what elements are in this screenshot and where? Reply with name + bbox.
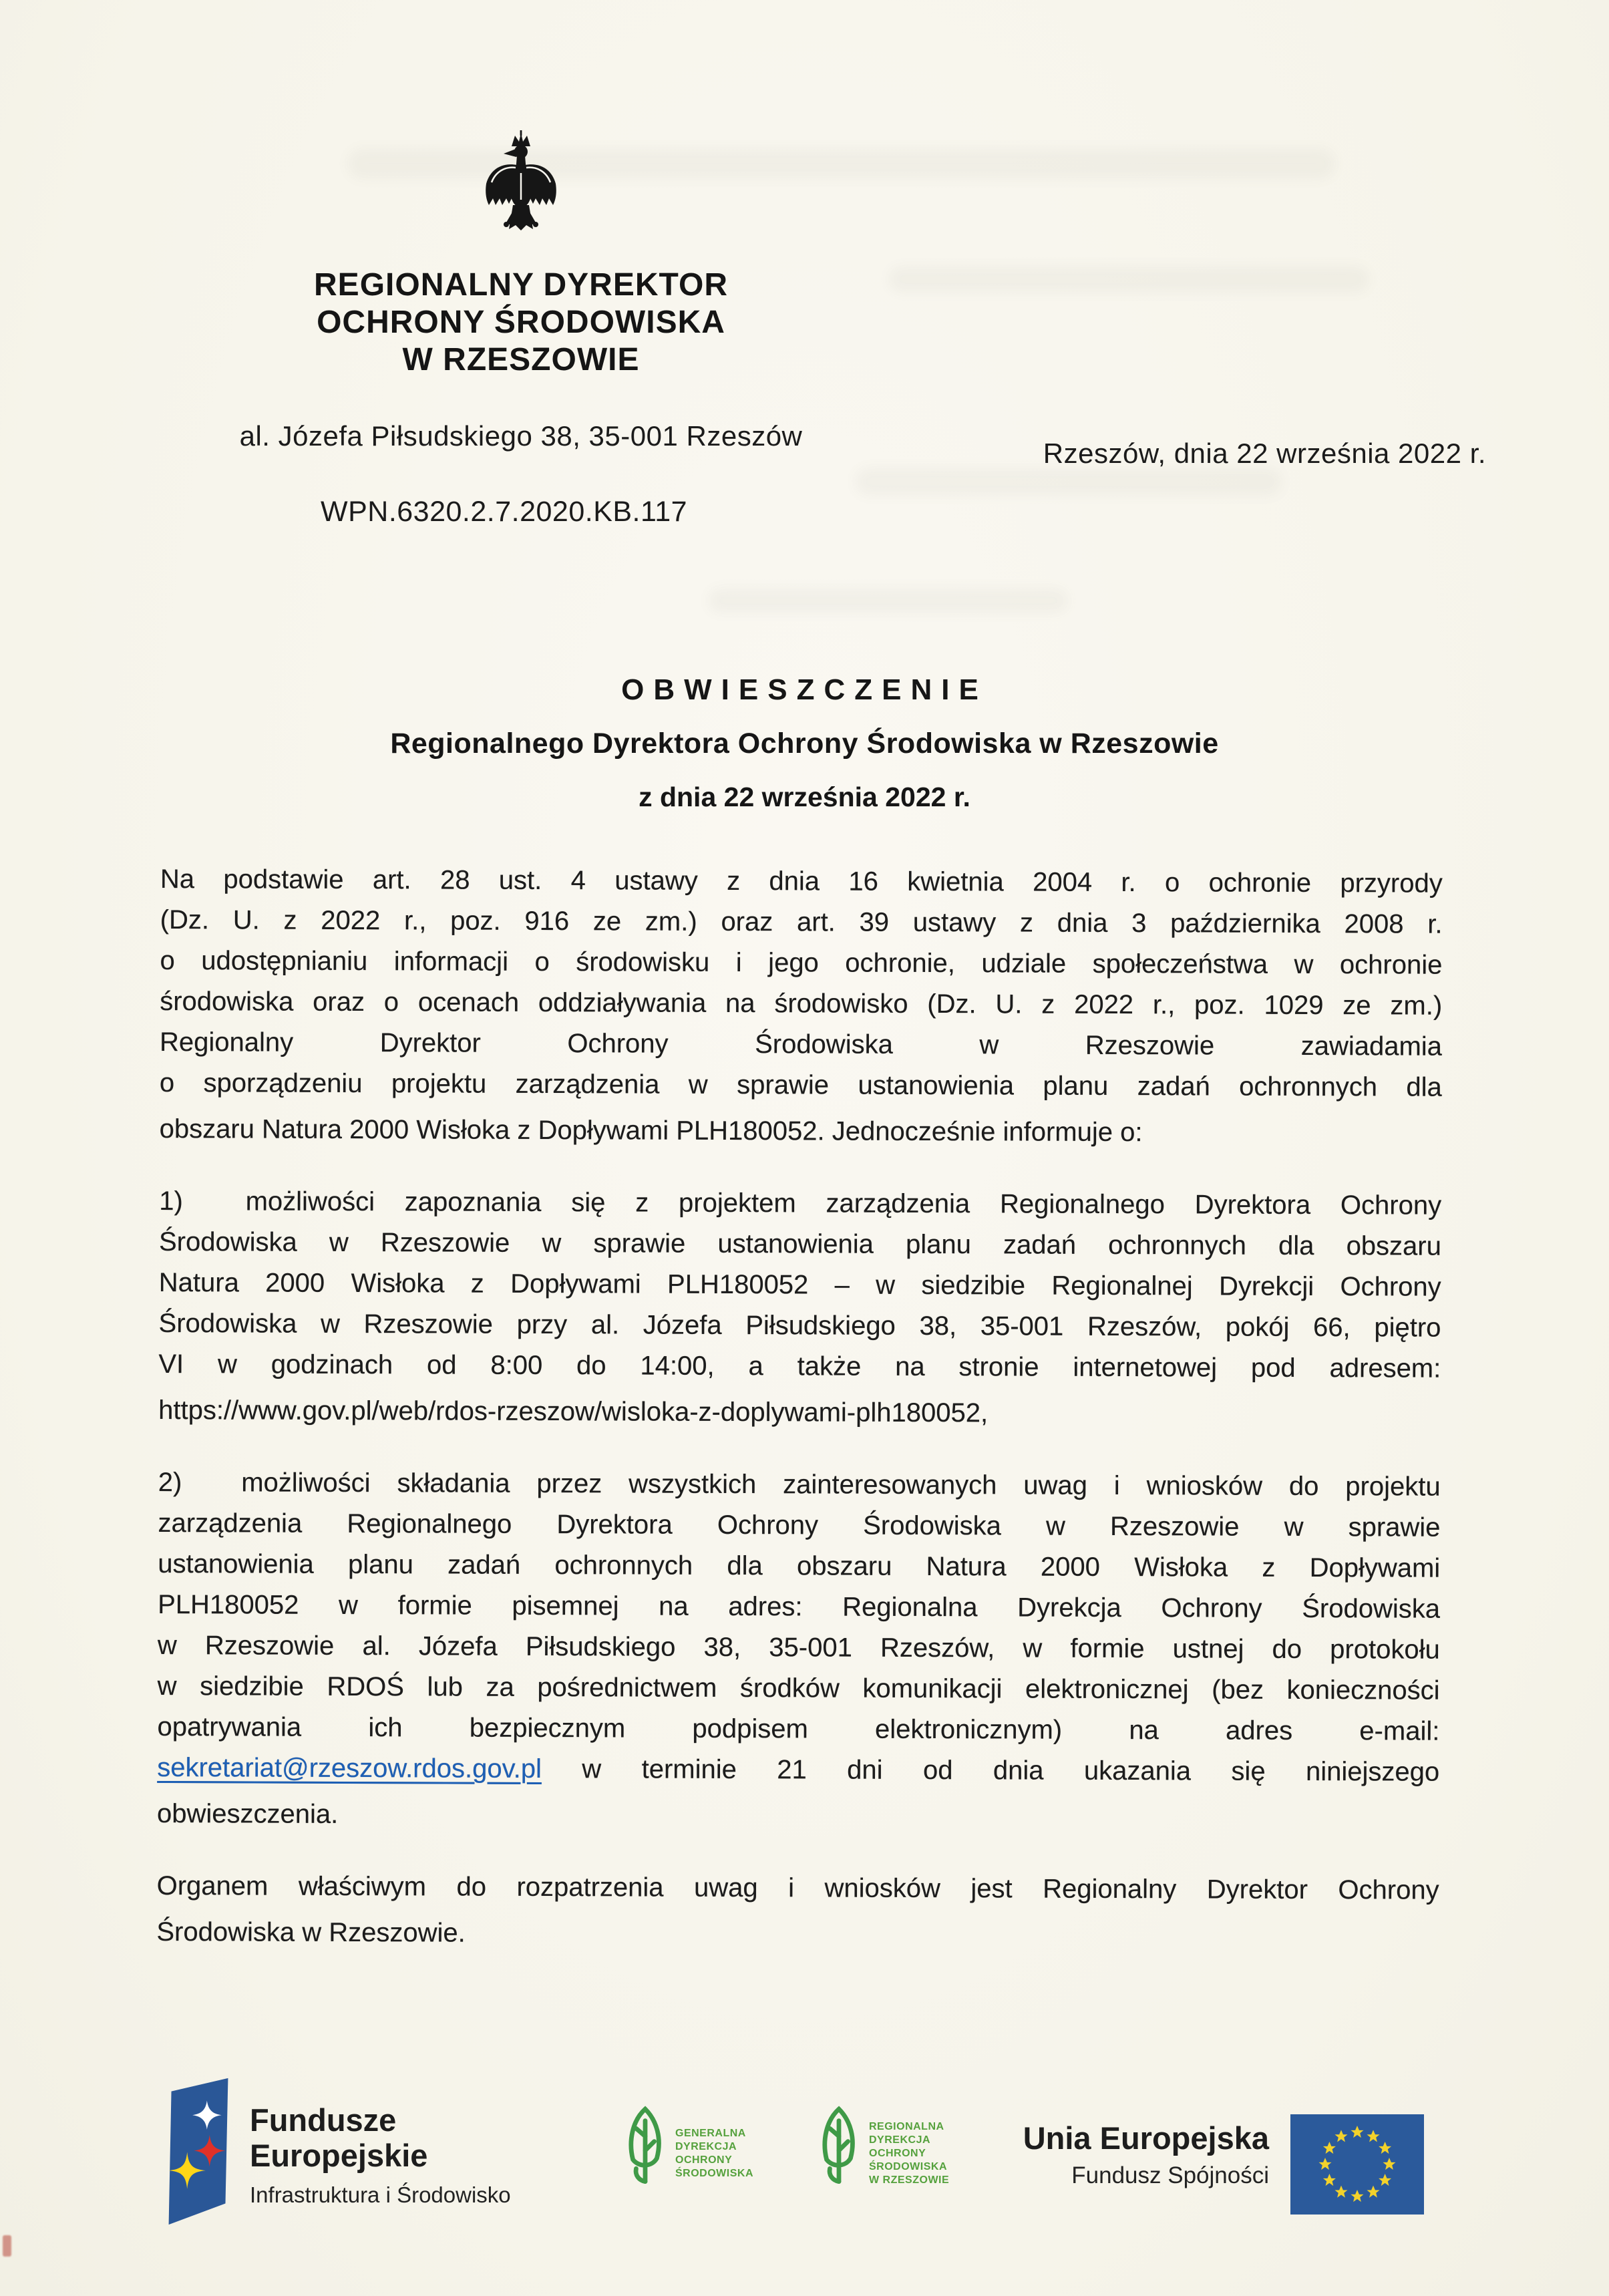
fe-logo-line1: Fundusze — [250, 2102, 397, 2138]
notice-subtitle: Regionalnego Dyrektora Ochrony Środowiska w Rzeszowie — [390, 727, 1219, 760]
rdos-logo — [818, 2104, 949, 2203]
rdos-logo-line: W RZESZOWIE — [869, 2174, 950, 2186]
rdos-logo-line: REGIONALNA — [869, 2121, 944, 2132]
scan-edge-artifact — [3, 2235, 11, 2257]
text-line: zarządzenia Regionalnego Dyrektora Ochrony Środowiska w Rzeszowie w sprawie — [158, 1508, 1441, 1542]
eu-flag-icon — [1290, 2114, 1424, 2215]
notice-date: z dnia 22 września 2022 r. — [639, 782, 970, 812]
fe-logo-subtitle: Infrastruktura i Środowisko — [250, 2182, 511, 2207]
fundusze-europejskie-logo — [167, 2074, 511, 2229]
text-line: o udostępnianiu informacji o środowisku i jego ochronie, udziale społeczeństwa w ochronie — [160, 945, 1443, 980]
list-number: 2) — [158, 1467, 182, 1498]
text-line: obszaru Natura 2000 Wisłoka z Dopływami PLH180052. Jednocześnie informuje o: — [159, 1114, 1143, 1148]
rdos-logo-line: OCHRONY — [869, 2148, 926, 2159]
notice-title-block — [0, 673, 1609, 813]
text-line: obwieszczenia. — [156, 1798, 339, 1829]
email-link[interactable]: sekretariat@rzeszow.rdos.gov.pl — [157, 1752, 542, 1784]
text-line: w siedzibie RDOŚ lub za pośrednictwem środków komunikacji elektronicznej (bez konieczności — [157, 1671, 1440, 1705]
text-line: o sporządzeniu projektu zarządzenia w sprawie ustanowienia planu zadań ochronnych dla — [159, 1068, 1442, 1102]
org-name-line3: W RZESZOWIE — [402, 342, 640, 377]
gdos-logo-line: OCHRONY — [675, 2154, 733, 2166]
text-line: Regionalny Dyrektor Ochrony Środowiska w Rzeszowie zawiadamia — [159, 1027, 1443, 1061]
text-line: ustanowienia planu zadań ochronnych dla obszaru Natura 2000 Wisłoka z Dopływami — [158, 1548, 1441, 1583]
text-line: Środowiska w Rzeszowie. — [156, 1917, 466, 1948]
list-item-1 — [158, 1186, 1441, 1436]
text-line: sekretariat@rzeszow.rdos.gov.pl w terminie 21 dni od dnia ukazania się niniejszego — [157, 1752, 1440, 1787]
unia-europejska-logo — [995, 2114, 1424, 2215]
text-line: w Rzeszowie al. Józefa Piłsudskiego 38, 35-001 Rzeszów, w formie ustnej do protokołu — [157, 1630, 1440, 1665]
rdos-logo-line: ŚRODOWISKA — [869, 2161, 947, 2172]
text-line: Natura 2000 Wisłoka z Dopływami PLH180052 – w siedzibie Regionalnej Dyrekcji Ochrony — [158, 1267, 1441, 1302]
text-line: PLH180052 w formie pisemnej na adres: Regionalna Dyrekcja Ochrony Środowiska — [158, 1589, 1441, 1624]
text-line: 2) możliwości składania przez wszystkich zainteresowanych uwag i wniosków do projektu — [158, 1467, 1441, 1502]
fe-flag-icon — [167, 2074, 231, 2229]
list-number: 1) — [159, 1186, 183, 1216]
text-line: Środowiska w Rzeszowie przy al. Józefa Piłsudskiego 38, 35-001 Rzeszów, pokój 66, piętro — [158, 1308, 1441, 1343]
polish-eagle-emblem — [478, 130, 564, 252]
org-name-line1: REGIONALNY DYREKTOR — [314, 267, 728, 303]
gdos-logo-line: ŚRODOWISKA — [675, 2168, 753, 2179]
document-body — [156, 864, 1443, 1957]
list-item-2 — [157, 1468, 1441, 1839]
text-line: Środowiska w Rzeszowie w sprawie ustanowienia planu zadań ochronnych dla obszaru — [158, 1226, 1441, 1261]
text-line: https://www.gov.pl/web/rdos-rzeszow/wisloka-z-doplywami-plh180052, — [158, 1395, 989, 1428]
text-line: opatrywania ich bezpiecznym podpisem elektronicznym) na adres e-mail: — [157, 1711, 1440, 1746]
rdos-logo-line: DYREKCJA — [869, 2134, 931, 2146]
letterhead — [120, 130, 922, 452]
text-line: Organem właściwym do rozpatrzenia uwag i wniosków jest Regionalny Dyrektor Ochrony — [156, 1870, 1439, 1905]
reference-number: WPN.6320.2.7.2020.KB.117 — [321, 496, 688, 528]
scan-bleedthrough-smudge — [855, 468, 1282, 496]
eu-logo-line1: Unia Europejska — [1023, 2120, 1269, 2156]
closing-paragraph — [156, 1871, 1439, 1957]
text-line: 1) możliwości zapoznania się z projektem zarządzenia Regionalnego Dyrektora Ochrony — [159, 1186, 1442, 1220]
gdos-logo — [624, 2104, 753, 2203]
scan-bleedthrough-smudge — [888, 266, 1369, 293]
notice-title: OBWIESZCZENIE — [621, 673, 988, 706]
text-line: środowiska oraz o ocenach oddziaływania na środowisko (Dz. U. z 2022 r., poz. 1029 ze zm.) — [160, 986, 1443, 1021]
gdos-logo-line: DYREKCJA — [675, 2141, 737, 2152]
org-name-line2: OCHRONY ŚRODOWISKA — [317, 305, 725, 340]
intro-paragraph — [160, 864, 1443, 1154]
scan-bleedthrough-smudge — [708, 588, 1069, 613]
place-date-line: Rzeszów, dnia 22 września 2022 r. — [1043, 438, 1486, 469]
text-line: (Dz. U. z 2022 r., poz. 916 ze zm.) oraz art. 39 ustawy z dnia 3 października 2008 r. — [160, 905, 1443, 939]
eu-logo-line2: Fundusz Spójności — [1071, 2162, 1269, 2188]
rdos-leaf-icon — [818, 2104, 860, 2203]
address-line: al. Józefa Piłsudskiego 38, 35-001 Rzeszów — [239, 420, 803, 452]
text-line: Na podstawie art. 28 ust. 4 ustawy z dnia 16 kwietnia 2004 r. o ochronie przyrody — [160, 864, 1443, 898]
fe-logo-line2: Europejskie — [250, 2138, 428, 2173]
text-line: VI w godzinach od 8:00 do 14:00, a także na stronie internetowej pod adresem: — [158, 1349, 1441, 1383]
gdos-leaf-icon — [624, 2104, 666, 2203]
gdos-logo-line: GENERALNA — [675, 2128, 746, 2139]
